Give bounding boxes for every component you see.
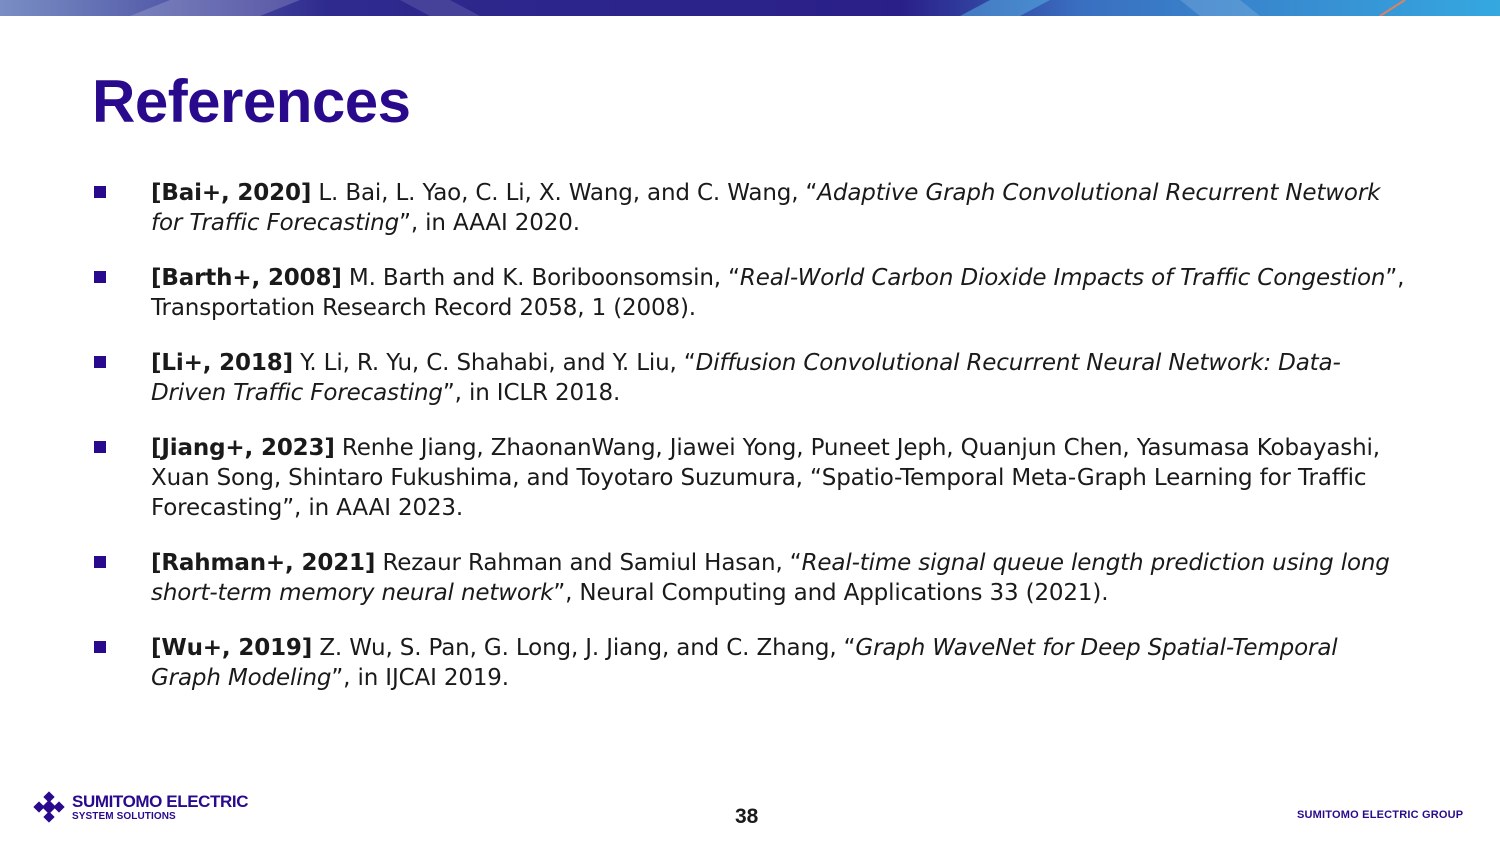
reference-key: [Rahman+, 2021] xyxy=(151,550,376,576)
page-number: 38 xyxy=(735,805,759,828)
page-title: References xyxy=(92,68,411,135)
reference-authors: Rezaur Rahman and Samiul Hasan, “ xyxy=(375,550,802,576)
reference-title: Diffusion Convolutional Recurrent Neural Network: Data-Driven Traffic Forecasting xyxy=(151,350,1341,406)
company-logo xyxy=(32,789,248,825)
logo-sub-text: SYSTEM SOLUTIONS xyxy=(72,810,176,822)
reference-key: [Barth+, 2008] xyxy=(151,265,342,291)
top-decorative-band xyxy=(0,0,1500,16)
reference-title: Adaptive Graph Convolutional Recurrent Network for Traffic Forecasting xyxy=(151,180,1381,236)
reference-item-jiang-2023 xyxy=(92,433,1412,523)
logo-main-text: SUMITOMO ELECTRIC xyxy=(72,791,249,811)
reference-title: Graph WaveNet for Deep Spatial-Temporal Graph Modeling xyxy=(151,635,1338,691)
reference-key: [Li+, 2018] xyxy=(151,350,293,376)
reference-key: [Wu+, 2019] xyxy=(151,635,313,661)
reference-item-rahman-2021 xyxy=(92,548,1412,608)
reference-list xyxy=(92,178,1412,718)
reference-authors: Renhe Jiang, ZhaonanWang, Jiawei Yong, Puneet Jeph, Quanjun Chen, Yasumasa Kobayashi, Xuan Song, Shintaro Fukushima, and Toyotaro Suzumura, “Spatio-Temporal Meta-Graph Learning for Traffic Forecasting”, in AAAI 2023. xyxy=(151,435,1380,521)
reference-venue: ”, in ICLR 2018. xyxy=(442,380,621,406)
reference-item-barth-2008 xyxy=(92,263,1412,323)
reference-item-li-2018 xyxy=(92,348,1412,408)
bullet-icon xyxy=(94,356,106,368)
reference-authors: M. Barth and K. Boriboonsomsin, “ xyxy=(341,265,740,291)
reference-key: [Bai+, 2020] xyxy=(151,180,312,206)
reference-venue: ”, Neural Computing and Applications 33 (2021). xyxy=(553,580,1109,606)
reference-authors: L. Bai, L. Yao, C. Li, X. Wang, and C. Wang, “ xyxy=(311,180,818,206)
reference-title: Real-time signal queue length prediction using long short-term memory neural network xyxy=(151,550,1390,606)
reference-authors: Y. Li, R. Yu, C. Shahabi, and Y. Liu, “ xyxy=(292,350,696,376)
reference-item-bai-2020 xyxy=(92,178,1412,238)
reference-venue: ”, in IJCAI 2019. xyxy=(331,665,509,691)
bullet-icon xyxy=(94,441,106,453)
reference-key: [Jiang+, 2023] xyxy=(151,435,335,461)
reference-authors: Z. Wu, S. Pan, G. Long, J. Jiang, and C. Zhang, “ xyxy=(312,635,856,661)
reference-venue: ”, Transportation Research Record 2058, 1 (2008). xyxy=(151,265,1405,321)
group-label: SUMITOMO ELECTRIC GROUP xyxy=(1297,809,1464,821)
reference-item-wu-2019 xyxy=(92,633,1412,693)
bullet-icon xyxy=(94,556,106,568)
bullet-icon xyxy=(94,271,106,283)
bullet-icon xyxy=(94,641,106,653)
sumitomo-logo-icon xyxy=(32,790,66,824)
reference-venue: ”, in AAAI 2020. xyxy=(399,210,580,236)
reference-title: Real-World Carbon Dioxide Impacts of Traffic Congestion xyxy=(739,265,1386,291)
bullet-icon xyxy=(94,186,106,198)
